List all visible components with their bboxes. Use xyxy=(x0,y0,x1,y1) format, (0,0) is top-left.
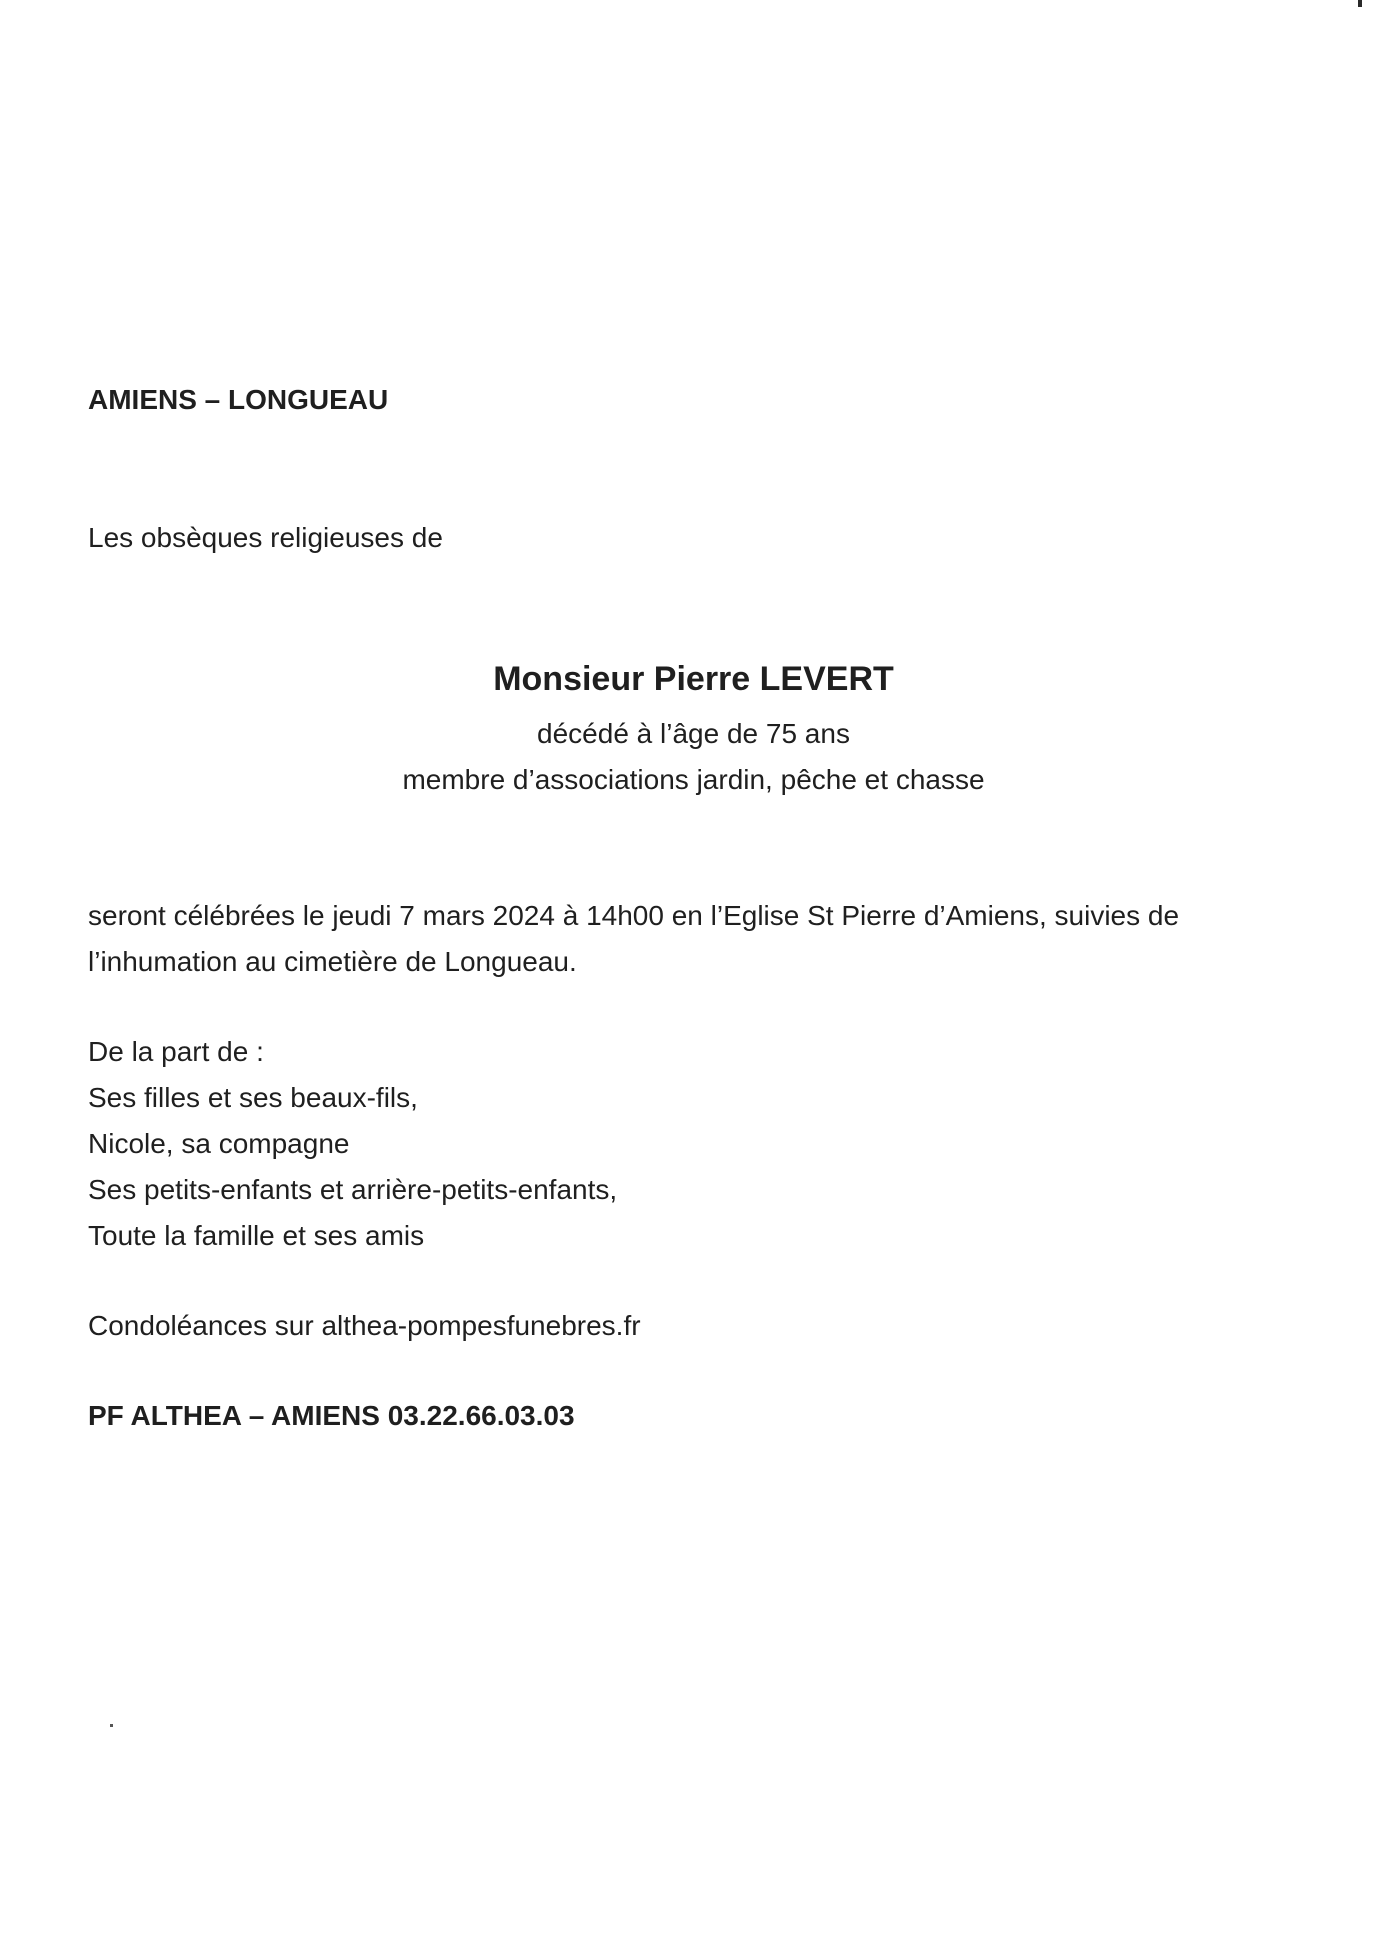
condolences-line: Condoléances sur althea-pompesfunebres.fr xyxy=(88,1310,641,1341)
ceremony-line-1: seront célébrées le jeudi 7 mars 2024 à 14h00 en l’Eglise St Pierre d’Amiens, suivies de xyxy=(88,900,1180,931)
deceased-name: Monsieur Pierre LEVERT xyxy=(493,660,894,698)
scan-corner-mark xyxy=(1358,0,1362,7)
family-line: Ses petits-enfants et arrière-petits-enfants, xyxy=(88,1174,618,1205)
scan-speck xyxy=(110,1724,113,1727)
age-line: décédé à l’âge de 75 ans xyxy=(537,718,850,749)
location-heading: AMIENS – LONGUEAU xyxy=(88,384,389,415)
funeral-home-contact: PF ALTHEA – AMIENS 03.22.66.03.03 xyxy=(88,1400,575,1431)
ceremony-line-2: l’inhumation au cimetière de Longueau. xyxy=(88,946,577,977)
family-line: Nicole, sa compagne xyxy=(88,1128,350,1159)
membership-line: membre d’associations jardin, pêche et chasse xyxy=(402,764,985,795)
intro-text: Les obsèques religieuses de xyxy=(88,522,443,553)
family-line: Ses filles et ses beaux-fils, xyxy=(88,1082,418,1113)
family-line: Toute la famille et ses amis xyxy=(88,1220,425,1251)
from-label: De la part de : xyxy=(88,1036,264,1067)
